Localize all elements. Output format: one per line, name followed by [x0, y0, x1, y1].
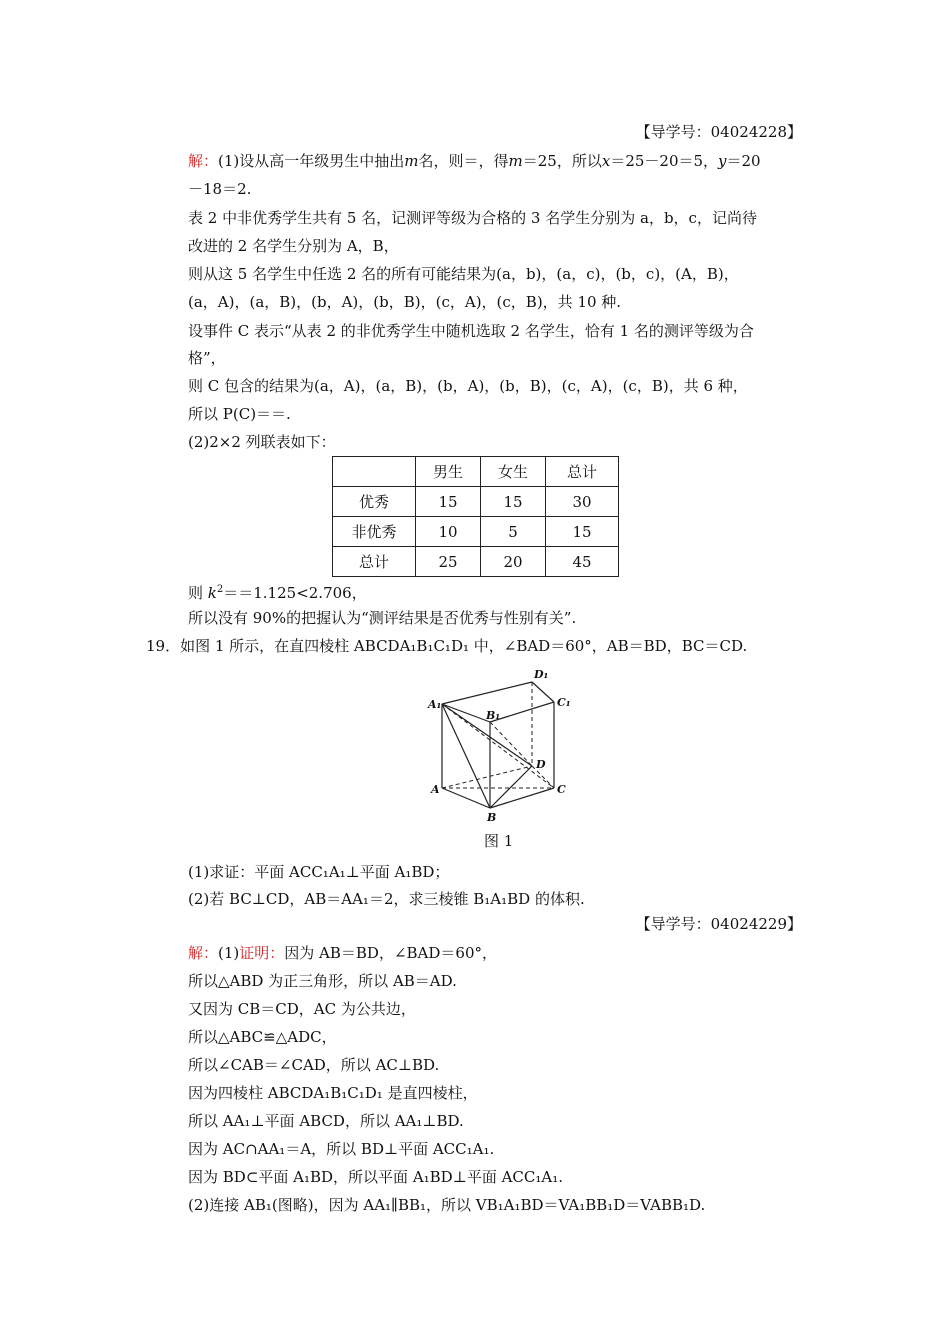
- solution-1-line-6: (a，A)，(a，B)，(b，A)，(b，B)，(c，A)，(c，B)，共 10 种.: [188, 293, 622, 311]
- solution-2-line-5: 所以∠CAB＝∠CAD，所以 AC⊥BD.: [188, 1056, 440, 1074]
- solution-1-line-13: 所以没有 90%的把握认为“测评结果是否优秀与性别有关”.: [188, 609, 577, 627]
- solution-2-line-3: 又因为 CB＝CD，AC 为公共边，: [188, 1000, 416, 1018]
- hidden-edge-AD: [442, 766, 532, 788]
- solution-1-line-2: －18＝2.: [188, 180, 252, 198]
- label-B1: B₁: [486, 709, 501, 722]
- contingency-table: [332, 456, 619, 577]
- solution-1-line-11: (2)2×2 列联表如下：: [188, 433, 336, 451]
- table-cell: 15: [546, 517, 619, 547]
- solution-2-line-2: 所以△ABD 为正三角形，所以 AB＝AD.: [188, 972, 457, 990]
- table-cell: 总计: [333, 547, 416, 577]
- label-A1: A₁: [428, 698, 442, 711]
- solution-label: 解：: [188, 152, 219, 170]
- solution-1-line-10: 所以 P(C)＝＝.: [188, 405, 291, 423]
- solution-2-line-1: 解：(1)证明：因为 AB＝BD，∠BAD＝60°，: [188, 944, 497, 962]
- question-19-text: 19．如图 1 所示，在直四棱柱 ABCDA₁B₁C₁D₁ 中，∠BAD＝60°，AB＝BD，BC＝CD.: [146, 637, 748, 655]
- solution-2-line-6: 因为四棱柱 ABCDA₁B₁C₁D₁ 是直四棱柱，: [188, 1084, 478, 1102]
- table-cell: [333, 457, 416, 487]
- question-19-part-1: (1)求证：平面 ACC₁A₁⊥平面 A₁BD；: [188, 863, 450, 881]
- label-B: B: [487, 811, 497, 824]
- reference-number-2: 【导学号：04024229】: [635, 915, 802, 933]
- label-D1: D₁: [534, 668, 549, 681]
- solution-1-line-5: 则从这 5 名学生中任选 2 名的所有可能结果为(a，b)，(a，c)，(b，c)，(A，B)，: [188, 265, 739, 283]
- table-row: [333, 487, 619, 517]
- table-row: [333, 517, 619, 547]
- solution-1-line-3: 表 2 中非优秀学生共有 5 名，记测评等级为合格的 3 名学生分别为 a，b，c，记尚待: [188, 209, 757, 227]
- table-cell: 20: [481, 547, 546, 577]
- table-cell: 优秀: [333, 487, 416, 517]
- table-cell: 男生: [416, 457, 481, 487]
- table-cell: 非优秀: [333, 517, 416, 547]
- solution-1-line-7: 设事件 C 表示“从表 2 的非优秀学生中随机选取 2 名学生，恰有 1 名的测评等级为合: [188, 322, 754, 340]
- table-cell: 女生: [481, 457, 546, 487]
- solution-1-line-8: 格”，: [188, 349, 226, 367]
- table-row: [333, 547, 619, 577]
- solution-label: 解：: [188, 944, 219, 962]
- prism-figure: [420, 664, 580, 824]
- solution-1-line-4: 改进的 2 名学生分别为 A，B，: [188, 237, 399, 255]
- solution-2-line-9: 因为 BD⊂平面 A₁BD，所以平面 A₁BD⊥平面 ACC₁A₁.: [188, 1168, 564, 1186]
- label-D: D: [536, 758, 546, 771]
- table-cell: 25: [416, 547, 481, 577]
- question-19-part-2: (2)若 BC⊥CD，AB＝AA₁＝2，求三棱锥 B₁A₁BD 的体积.: [188, 890, 585, 908]
- label-C1: C₁: [557, 696, 571, 709]
- solution-1-line-9: 则 C 包含的结果为(a，A)，(a，B)，(b，A)，(b，B)，(c，A)，(c，B)，共 6 种，: [188, 377, 748, 395]
- table-cell: 30: [546, 487, 619, 517]
- edge-D1C1: [532, 682, 554, 702]
- hidden-segment-B1D: [490, 722, 532, 766]
- label-C: C: [557, 783, 566, 796]
- solution-2-line-8: 因为 AC∩AA₁＝A，所以 BD⊥平面 ACC₁A₁.: [188, 1140, 495, 1158]
- figure-caption: 图 1: [484, 832, 514, 850]
- solution-1-line-1: 解：(1)设从高一年级男生中抽出m名，则＝，得m＝25，所以x＝25－20＝5，y＝20: [188, 152, 761, 170]
- table-header-row: [333, 457, 619, 487]
- solution-2-line-4: 所以△ABC≌△ADC，: [188, 1028, 337, 1046]
- label-A: A: [431, 783, 440, 796]
- solution-1-line-12: 则 $k^2==1.125<2.706$，: [188, 584, 367, 602]
- table-cell: 45: [546, 547, 619, 577]
- table-cell: 5: [481, 517, 546, 547]
- edge-A1D1: [442, 682, 532, 704]
- table-cell: 10: [416, 517, 481, 547]
- solution-2-line-7: 所以 AA₁⊥平面 ABCD，所以 AA₁⊥BD.: [188, 1112, 464, 1130]
- table-cell: 总计: [546, 457, 619, 487]
- table-cell: 15: [416, 487, 481, 517]
- solution-2-line-10: (2)连接 AB₁(图略)，因为 AA₁∥BB₁，所以 VB₁A₁BD＝VA₁BB₁D＝VABB₁D.: [188, 1196, 706, 1214]
- table-cell: 15: [481, 487, 546, 517]
- proof-label: 证明：: [239, 944, 285, 962]
- reference-number-1: 【导学号：04024228】: [635, 123, 802, 141]
